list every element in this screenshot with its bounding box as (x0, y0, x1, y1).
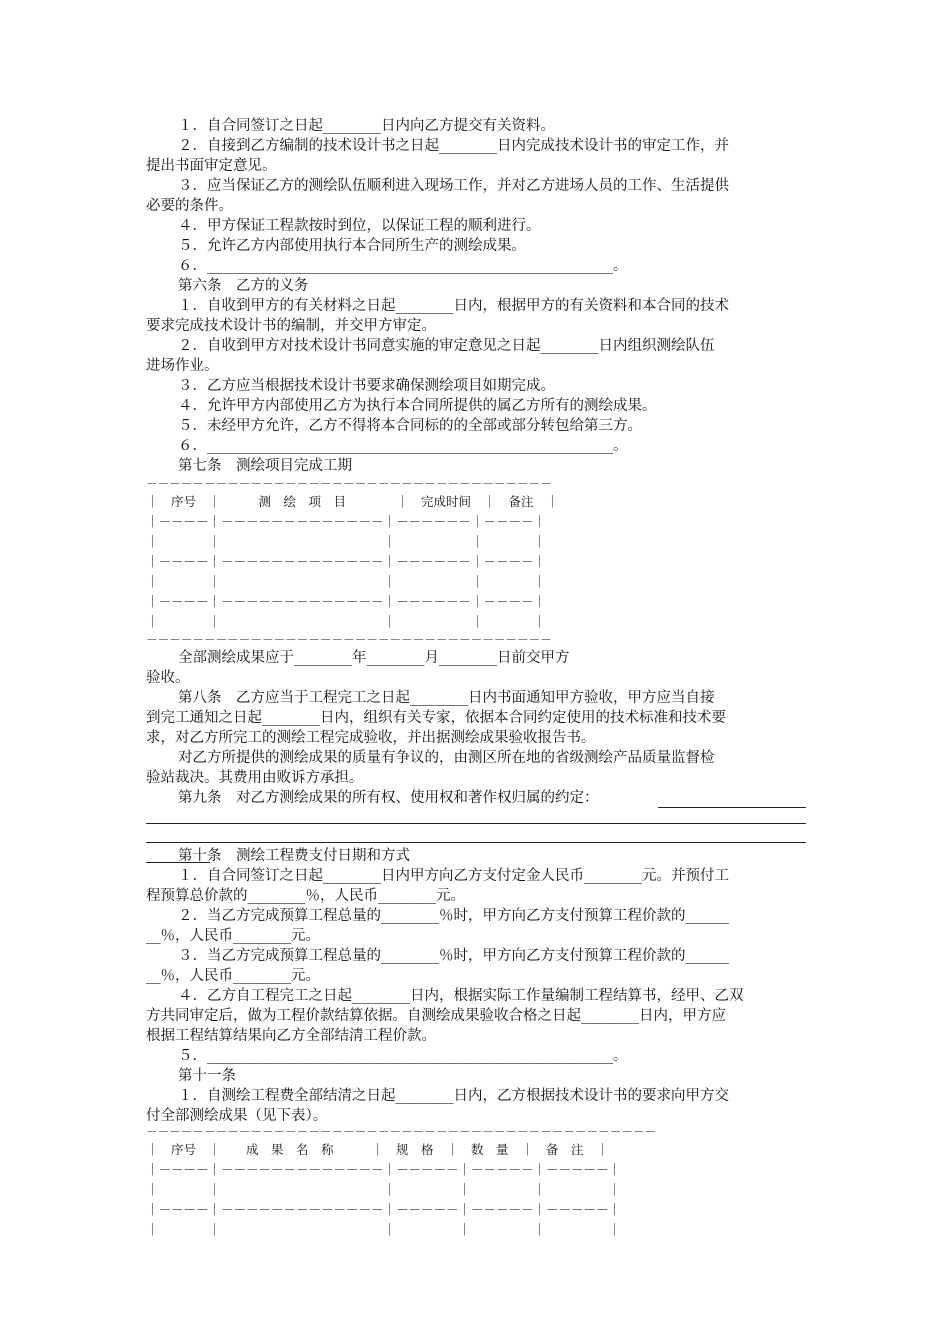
article-6-item-1-cont: 要求完成技术设计书的编制，并交甲方审定。 (146, 318, 436, 334)
schedule-table-separator: ｜－－－－｜－－－－－－－－－－－－－｜－－－－－－｜－－－－｜ (146, 514, 547, 529)
results-table-top-border: －－－－－－－－－－－－－－－－－－－－－－－－－－－－－－－－－－－－－－－－－－－－ (146, 1125, 657, 1139)
results-table-separator: ｜－－－－｜－－－－－－－－－－－－－｜－－－－－｜－－－－－｜－－－－－｜ (146, 1162, 622, 1177)
article-8-line-1: 第八条 乙方应当于工程完工之日起________日内书面通知甲方验收，甲方应当自接 (178, 690, 715, 706)
article-6-item-2-cont: 进场作业。 (146, 358, 219, 374)
delivery-deadline-cont: 验收。 (146, 670, 190, 686)
article-10-item-3: ３．当乙方完成预算工程总量的________％时，甲方向乙方支付预算工程价款的______ (178, 948, 729, 964)
article-10-item-1-cont: 程预算总价款的________％，人民币________元。 (146, 888, 465, 904)
schedule-table-header-row: ｜ 序号 ｜ 测 绘 项 目 ｜ 完成时间 ｜ 备注 ｜ (146, 494, 559, 509)
article-6-heading: 第六条 乙方的义务 (178, 278, 309, 294)
article-11-item-1-cont: 付全部测绘成果（见下表）。 (146, 1108, 328, 1124)
schedule-table-separator: ｜－－－－｜－－－－－－－－－－－－－｜－－－－－－｜－－－－｜ (146, 554, 547, 569)
results-table-separator: ｜－－－－｜－－－－－－－－－－－－－｜－－－－－｜－－－－－｜－－－－－｜ (146, 1202, 622, 1217)
article-6-item-2: ２．自收到甲方对技术设计书同意实施的审定意见之日起________日内组织测绘队伍 (178, 338, 715, 354)
fill-in-line (658, 807, 806, 808)
article-10-item-5: ５．________________________________________________________。 (178, 1048, 628, 1064)
party-a-item-2: ２．自接到乙方编制的技术设计书之日起________日内完成技术设计书的审定工作，并 (178, 138, 729, 154)
article-11-heading: 第十一条 (178, 1068, 236, 1084)
fill-in-line (146, 823, 806, 824)
results-table-row: ｜ ｜ ｜ ｜ ｜ ｜ (146, 1222, 622, 1237)
party-a-item-6: ６．________________________________________________________。 (178, 258, 628, 274)
results-table-header-row: ｜ 序号 ｜ 成 果 名 称 ｜ 规 格 ｜ 数 量 ｜ 备 注 ｜ (146, 1142, 609, 1157)
delivery-deadline: 全部测绘成果应于________年________月________日前交甲方 (178, 650, 570, 666)
article-10-item-4-cont2: 根据工程结算结果向乙方全部结清工程价款。 (146, 1028, 436, 1044)
article-6-item-5: ５．未经甲方允许，乙方不得将本合同标的的全部或部分转包给第三方。 (178, 418, 642, 434)
article-10-item-4-cont: 方共同审定后，做为工程价款结算依据。自测绘成果验收合格之日起________日内，甲方应 (146, 1008, 726, 1024)
article-7-heading: 第七条 测绘项目完成工期 (178, 458, 352, 474)
article-8-line-3: 求，对乙方所完工的测绘工程完成验收，并出据测绘成果验收报告书。 (146, 730, 596, 746)
schedule-table-separator: ｜－－－－｜－－－－－－－－－－－－－｜－－－－－－｜－－－－｜ (146, 594, 547, 609)
article-11-item-1: １．自测绘工程费全部结清之日起________日内，乙方根据技术设计书的要求向甲方交 (178, 1088, 729, 1104)
party-a-item-3: ３．应当保证乙方的测绘队伍顺利进入现场工作，并对乙方进场人员的工作、生活提供 (178, 178, 729, 194)
article-10-item-1: １．自合同签订之日起________日内甲方向乙方支付定金人民币________元。并预付工 (178, 868, 729, 884)
party-a-item-2-cont: 提出书面审定意见。 (146, 158, 277, 174)
schedule-table-row: ｜ ｜ ｜ ｜ ｜ (146, 534, 547, 549)
schedule-table-bottom-border: －－－－－－－－－－－－－－－－－－－－－－－－－－－－－－－－－－－ (146, 633, 552, 647)
article-10-heading: 第十条 测绘工程费支付日期和方式 (178, 848, 410, 864)
party-a-item-3-cont: 必要的条件。 (146, 198, 233, 214)
party-a-item-1: １．自合同签订之日起________日内向乙方提交有关资料。 (178, 118, 555, 134)
party-a-item-5: ５．允许乙方内部使用执行本合同所生产的测绘成果。 (178, 238, 526, 254)
party-a-item-4: ４．甲方保证工程款按时到位，以保证工程的顺利进行。 (178, 218, 541, 234)
article-8-line-2: 到完工通知之日起________日内，组织有关专家，依据本合同约定使用的技术标准和技术要 (146, 710, 726, 726)
schedule-table-top-border: －－－－－－－－－－－－－－－－－－－－－－－－－－－－－－－－－－－ (146, 477, 552, 491)
article-6-item-4: ４．允许甲方内部使用乙方为执行本合同所提供的属乙方所有的测绘成果。 (178, 398, 657, 414)
article-6-item-3: ３．乙方应当根据技术设计书要求确保测绘项目如期完成。 (178, 378, 555, 394)
dispute-line-1: 对乙方所提供的测绘成果的质量有争议的，由测区所在地的省级测绘产品质量监督检 (178, 750, 715, 766)
article-9-heading: 第九条 对乙方测绘成果的所有权、使用权和著作权归属的约定： (178, 790, 599, 806)
dispute-line-2: 验站裁决。其费用由败诉方承担。 (146, 770, 364, 786)
schedule-table-row: ｜ ｜ ｜ ｜ ｜ (146, 614, 547, 629)
fill-in-line (146, 842, 806, 843)
article-6-item-6: ６．________________________________________________________。 (178, 438, 628, 454)
article-10-item-3-cont: __％，人民币________元。 (146, 968, 320, 984)
article-10-item-2-cont: __％，人民币________元。 (146, 928, 320, 944)
article-6-item-1: １．自收到甲方的有关材料之日起________日内，根据甲方的有关资料和本合同的技术 (178, 298, 729, 314)
article-10-item-4: ４．乙方自工程完工之日起________日内，根据实际工作量编制工程结算书，经甲、乙双 (178, 988, 744, 1004)
article-10-item-2: ２．当乙方完成预算工程总量的________％时，甲方向乙方支付预算工程价款的______ (178, 908, 729, 924)
schedule-table-row: ｜ ｜ ｜ ｜ ｜ (146, 574, 547, 589)
results-table-row: ｜ ｜ ｜ ｜ ｜ ｜ (146, 1182, 622, 1197)
